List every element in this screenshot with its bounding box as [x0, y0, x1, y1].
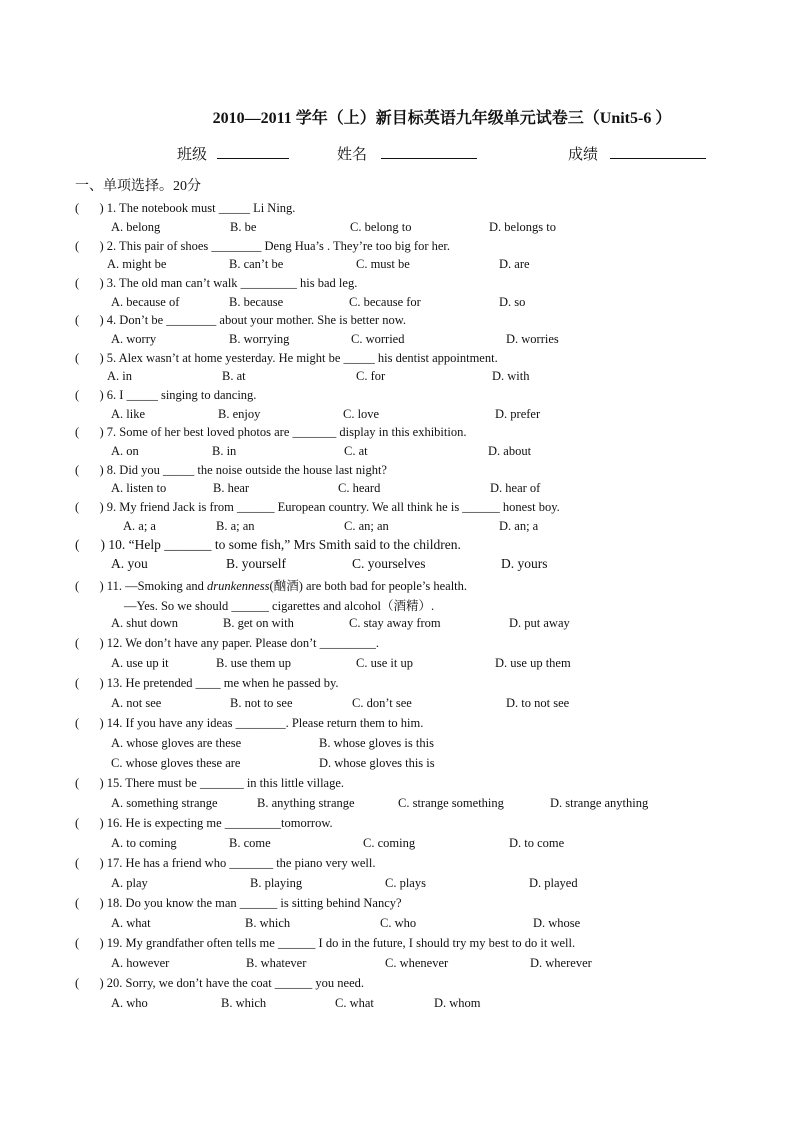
- option: B. yourself: [226, 556, 286, 571]
- question-line2: —Yes. So we should ______ cigarettes and alcohol（酒精）.: [124, 599, 435, 613]
- question: ( ) 19. My grandfather often tells me ______ I do in the future, I should try my best to do it well.: [75, 936, 576, 950]
- option: B. anything strange: [257, 796, 355, 810]
- option: B. at: [222, 369, 246, 383]
- question: ( ) 16. He is expecting me _________tomorrow.: [75, 816, 333, 830]
- option: B. be: [230, 220, 257, 234]
- score-label: 成绩: [568, 143, 706, 164]
- page-title: 2010—2011 学年（上）新目标英语九年级单元试卷三（Unit5-6 ）: [212, 110, 672, 127]
- option: D. yours: [501, 556, 548, 571]
- option: C. must be: [356, 257, 410, 271]
- option: D. whom: [434, 996, 481, 1010]
- option: B. whatever: [246, 956, 307, 970]
- question: ( ) 7. Some of her best loved photos are _______ display in this exhibition.: [75, 425, 467, 439]
- option: A. not see: [111, 696, 162, 710]
- question: ( ) 17. He has a friend who _______ the piano very well.: [75, 856, 376, 870]
- option: C. don’t see: [352, 696, 412, 710]
- option: D. worries: [506, 332, 559, 346]
- option: D. hear of: [490, 481, 541, 495]
- option: A. a; a: [123, 519, 156, 533]
- option: C. because for: [349, 295, 421, 309]
- option: D. belongs to: [489, 220, 557, 234]
- option: B. whose gloves is this: [319, 736, 434, 750]
- question: ( ) 15. There must be _______ in this little village.: [75, 776, 345, 790]
- section-heading: 一、单项选择。20分: [75, 179, 201, 194]
- italic-word: drunkenness: [207, 579, 270, 593]
- option: D. so: [499, 295, 526, 309]
- question: ( ) 1. The notebook must _____ Li Ning.: [75, 201, 296, 215]
- option: C. at: [344, 444, 368, 458]
- option: D. use up them: [495, 656, 571, 670]
- option: D. to not see: [506, 696, 570, 710]
- option: B. playing: [250, 876, 303, 890]
- option: B. can’t be: [229, 257, 284, 271]
- option: D. an; a: [499, 519, 539, 533]
- question: ( ) 8. Did you _____ the noise outside the house last night?: [75, 463, 387, 477]
- option: A. to coming: [111, 836, 177, 850]
- option: D. put away: [509, 616, 570, 630]
- question: ( ) 5. Alex wasn’t at home yesterday. He might be _____ his dentist appointment.: [75, 351, 498, 365]
- question: ( ) 2. This pair of shoes ________ Deng Hua’s . They’re too big for her.: [75, 239, 451, 253]
- option: A. you: [111, 556, 148, 571]
- class-label: 班级: [177, 143, 289, 164]
- option: C. who: [380, 916, 417, 930]
- option: B. hear: [213, 481, 250, 495]
- option: D. played: [529, 876, 578, 890]
- option: A. belong: [111, 220, 161, 234]
- option: C. worried: [351, 332, 405, 346]
- option: C. an; an: [344, 519, 389, 533]
- option: C. whenever: [385, 956, 449, 970]
- option: A. play: [111, 876, 148, 890]
- option: D. strange anything: [550, 796, 649, 810]
- option: D. about: [488, 444, 532, 458]
- question: ( ) 10. “Help _______ to some fish,” Mrs Smith said to the children.: [75, 537, 461, 552]
- option: C. whose gloves these are: [111, 756, 241, 770]
- option: C. belong to: [350, 220, 412, 234]
- option: C. what: [335, 996, 374, 1010]
- option: C. coming: [363, 836, 416, 850]
- option: A. like: [111, 407, 146, 421]
- option: A. however: [111, 956, 170, 970]
- option: C. love: [343, 407, 380, 421]
- option: C. strange something: [398, 796, 504, 810]
- option: A. might be: [107, 257, 167, 271]
- option: B. because: [229, 295, 284, 309]
- option: A. use up it: [111, 656, 169, 670]
- option: A. shut down: [111, 616, 179, 630]
- option: A. something strange: [111, 796, 218, 810]
- question: ( ) 11. —Smoking and drunkenness(酗酒) are both bad for people’s health.: [75, 579, 468, 593]
- question: ( ) 13. He pretended ____ me when he passed by.: [75, 676, 339, 690]
- option: D. are: [499, 257, 530, 271]
- option: B. come: [229, 836, 271, 850]
- option: A. what: [111, 916, 151, 930]
- question: ( ) 18. Do you know the man ______ is sitting behind Nancy?: [75, 896, 402, 910]
- option: B. which: [221, 996, 267, 1010]
- option: B. which: [245, 916, 291, 930]
- option: B. worrying: [229, 332, 290, 346]
- option: B. not to see: [230, 696, 293, 710]
- option: D. wherever: [530, 956, 592, 970]
- option: B. get on with: [223, 616, 294, 630]
- option: C. for: [356, 369, 386, 383]
- option: D. whose gloves this is: [319, 756, 435, 770]
- name-label: 姓名: [337, 143, 477, 164]
- question: ( ) 9. My friend Jack is from ______ European country. We all think he is ______ honest boy.: [75, 500, 560, 514]
- question: ( ) 20. Sorry, we don’t have the coat ______ you need.: [75, 976, 365, 990]
- option: A. in: [107, 369, 132, 383]
- option: C. stay away from: [349, 616, 441, 630]
- option: C. heard: [338, 481, 381, 495]
- option: C. yourselves: [352, 556, 426, 571]
- option: A. whose gloves are these: [111, 736, 242, 750]
- question: ( ) 6. I _____ singing to dancing.: [75, 388, 257, 402]
- option: B. enjoy: [218, 407, 261, 421]
- option: B. use them up: [216, 656, 291, 670]
- option: D. whose: [533, 916, 581, 930]
- question: ( ) 12. We don’t have any paper. Please don’t _________.: [75, 636, 379, 650]
- option: A. who: [111, 996, 148, 1010]
- question: ( ) 3. The old man can’t walk _________ his bad leg.: [75, 276, 358, 290]
- option: A. on: [111, 444, 139, 458]
- option: B. in: [212, 444, 237, 458]
- option: A. because of: [111, 295, 180, 309]
- question: ( ) 14. If you have any ideas ________. Please return them to him.: [75, 716, 424, 730]
- question: ( ) 4. Don’t be ________ about your mother. She is better now.: [75, 313, 407, 327]
- option: D. prefer: [495, 407, 541, 421]
- option: D. to come: [509, 836, 565, 850]
- option: A. worry: [111, 332, 157, 346]
- option: C. use it up: [356, 656, 413, 670]
- option: B. a; an: [216, 519, 255, 533]
- option: C. plays: [385, 876, 426, 890]
- option: A. listen to: [111, 481, 167, 495]
- option: D. with: [492, 369, 530, 383]
